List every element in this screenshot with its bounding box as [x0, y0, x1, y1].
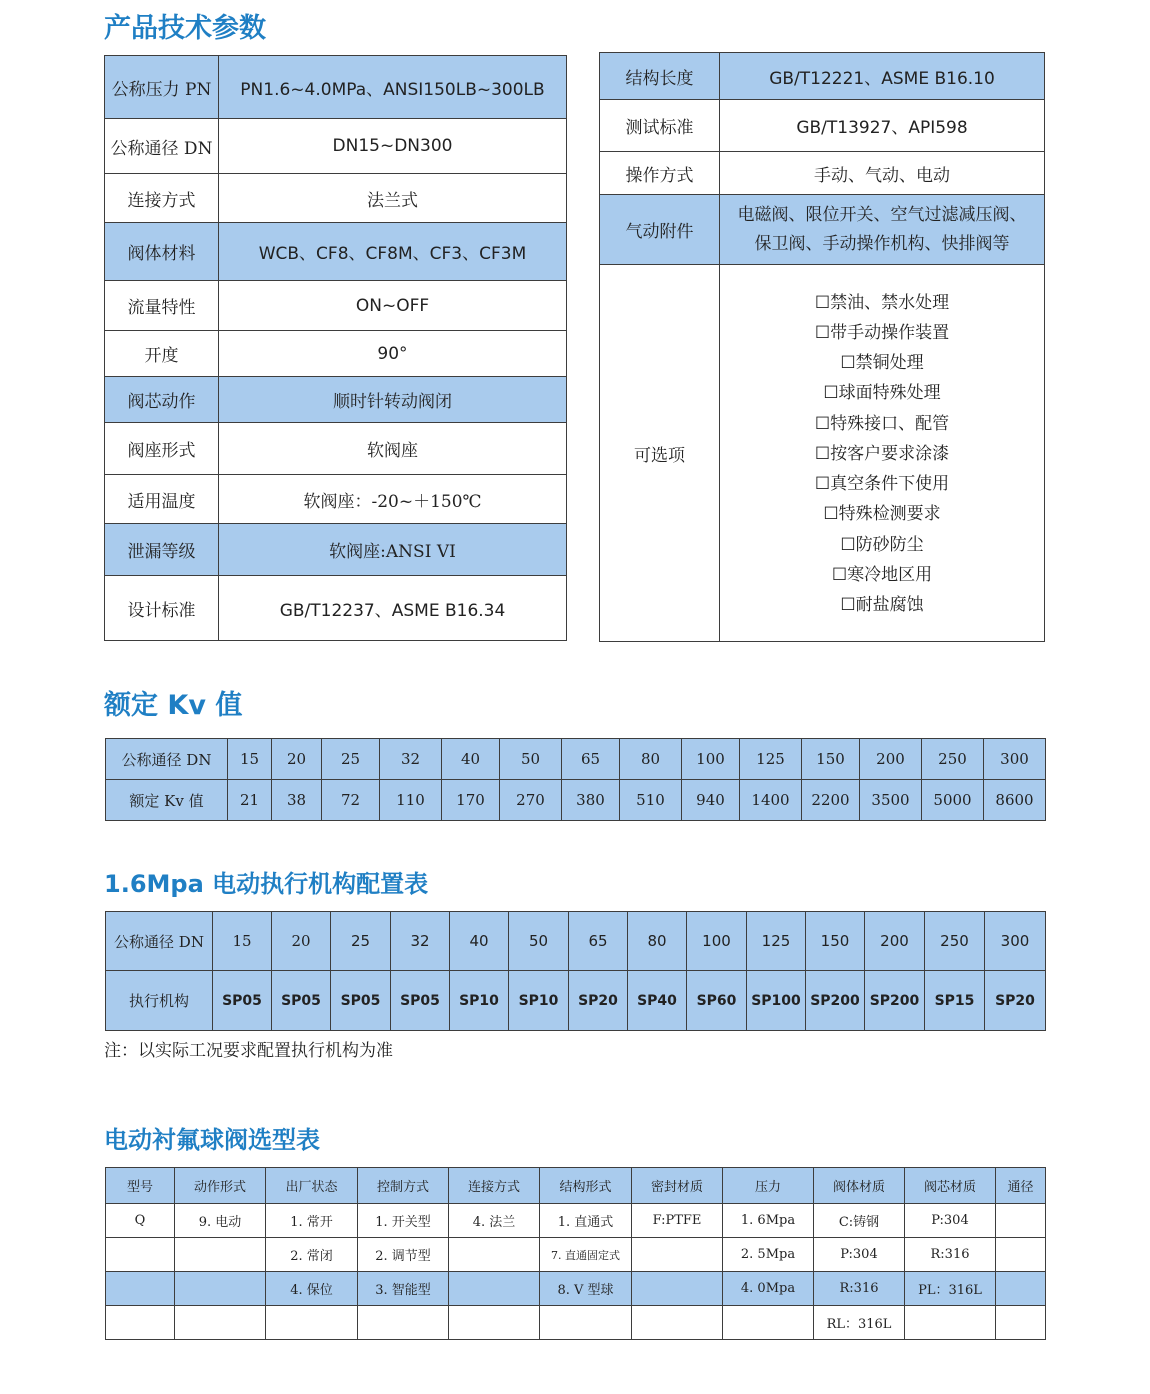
selection-header-row [106, 1168, 1046, 1204]
selection-cell: 4. 法兰 [449, 1204, 540, 1238]
option-item: ☐真空条件下使用 [814, 474, 950, 495]
actuator-model-cell: SP05 [213, 971, 272, 1031]
option-item: ☐按客户要求涂漆 [814, 443, 950, 464]
selection-cell: 2. 5Mpa [723, 1238, 814, 1272]
spec-value: 顺时针转动阀闭 [219, 377, 567, 423]
selection-cell: Q [106, 1204, 175, 1238]
kv-value-cell: 940 [682, 780, 740, 821]
selection-cell [175, 1272, 266, 1306]
selection-cell: PL：316L [905, 1272, 996, 1306]
selection-cell [358, 1306, 449, 1340]
spec-label: 流量特性 [105, 281, 219, 331]
selection-row [106, 1204, 1046, 1238]
kv-dn-cell: 15 [228, 739, 272, 780]
spec-row [600, 53, 1045, 100]
actuator-dn-row [106, 912, 1046, 971]
selection-cell [106, 1306, 175, 1340]
actuator-dn-cell: 250 [925, 912, 985, 971]
actuator-dn-cell: 200 [865, 912, 925, 971]
option-item: ☐防砂防尘 [840, 534, 924, 555]
selection-heading: 电动衬氟球阀选型表 [104, 1126, 320, 1154]
pneumatic-accessories-line: 电磁阀、限位开关、空气过滤减压阀、 [737, 204, 1027, 225]
spec-label: 公称通径 DN [105, 119, 219, 174]
selection-cell: P:304 [814, 1238, 905, 1272]
spec-row [105, 174, 567, 223]
selection-row [106, 1306, 1046, 1340]
kv-dn-cell: 300 [984, 739, 1046, 780]
actuator-dn-cell: 15 [213, 912, 272, 971]
selection-header: 出厂状态 [266, 1168, 358, 1204]
option-item: ☐球面特殊处理 [823, 383, 941, 404]
actuator-model-label: 执行机构 [106, 971, 213, 1031]
spec-row [600, 265, 1045, 642]
actuator-model-row [106, 971, 1046, 1031]
options-list [720, 265, 1045, 642]
kv-dn-cell: 25 [322, 739, 380, 780]
selection-cell: R:316 [814, 1272, 905, 1306]
kv-dn-cell: 40 [442, 739, 500, 780]
spec-table-right [599, 52, 1045, 642]
actuator-model-cell: SP10 [509, 971, 569, 1031]
selection-cell: 3. 智能型 [358, 1272, 449, 1306]
selection-header: 连接方式 [449, 1168, 540, 1204]
selection-cell [106, 1238, 175, 1272]
spec-row [105, 576, 567, 641]
selection-cell [723, 1306, 814, 1340]
selection-cell [996, 1238, 1046, 1272]
spec-row [105, 119, 567, 174]
selection-cell [266, 1306, 358, 1340]
selection-cell: 1. 直通式 [540, 1204, 632, 1238]
spec-value: WCB、CF8、CF8M、CF3、CF3M [219, 223, 567, 281]
selection-cell: 2. 常闭 [266, 1238, 358, 1272]
spec-label: 结构长度 [600, 53, 720, 100]
kv-value-cell: 2200 [802, 780, 860, 821]
kv-value-cell: 270 [500, 780, 562, 821]
spec-value: 90° [219, 331, 567, 377]
spec-label: 开度 [105, 331, 219, 377]
selection-cell: 2. 调节型 [358, 1238, 449, 1272]
kv-value-cell: 3500 [860, 780, 922, 821]
selection-header: 动作形式 [175, 1168, 266, 1204]
selection-cell: C:铸钢 [814, 1204, 905, 1238]
kv-heading: 额定 Kv 值 [104, 690, 243, 721]
selection-cell: 1. 6Mpa [723, 1204, 814, 1238]
kv-value-cell: 72 [322, 780, 380, 821]
actuator-dn-cell: 25 [331, 912, 391, 971]
kv-dn-cell: 50 [500, 739, 562, 780]
selection-cell: 8. V 型球 [540, 1272, 632, 1306]
spec-value: 软阀座 [219, 423, 567, 475]
spec-value: 手动、气动、电动 [720, 152, 1045, 195]
selection-cell [175, 1238, 266, 1272]
option-item: ☐禁铜处理 [840, 353, 924, 374]
selection-cell [996, 1306, 1046, 1340]
selection-cell [996, 1204, 1046, 1238]
selection-header: 压力 [723, 1168, 814, 1204]
selection-cell: RL：316L [814, 1306, 905, 1340]
selection-cell: 1. 常开 [266, 1204, 358, 1238]
spec-value: 软阀座：-20~＋150℃ [219, 475, 567, 524]
pneumatic-accessories-line: 保卫阀、手动操作机构、快排阀等 [754, 233, 1010, 254]
selection-header: 通径 [996, 1168, 1046, 1204]
spec-row [105, 223, 567, 281]
spec-value: GB/T12237、ASME B16.34 [219, 576, 567, 641]
actuator-dn-cell: 32 [391, 912, 450, 971]
actuator-heading: 1.6Mpa 电动执行机构配置表 [104, 870, 429, 898]
selection-row [106, 1238, 1046, 1272]
selection-header: 型号 [106, 1168, 175, 1204]
kv-dn-cell: 80 [620, 739, 682, 780]
actuator-model-cell: SP60 [687, 971, 747, 1031]
selection-cell [632, 1272, 723, 1306]
spec-label: 适用温度 [105, 475, 219, 524]
spec-row [105, 56, 567, 119]
actuator-note: 注：以实际工况要求配置执行机构为准 [104, 1041, 393, 1061]
kv-value-cell: 5000 [922, 780, 984, 821]
actuator-dn-cell: 40 [450, 912, 509, 971]
kv-dn-cell: 65 [562, 739, 620, 780]
spec-row [600, 100, 1045, 152]
kv-value-cell: 170 [442, 780, 500, 821]
spec-table-left [104, 55, 567, 641]
selection-cell [632, 1238, 723, 1272]
actuator-dn-cell: 80 [628, 912, 687, 971]
actuator-model-cell: SP20 [569, 971, 628, 1031]
kv-dn-row [106, 739, 1046, 780]
selection-cell: F:PTFE [632, 1204, 723, 1238]
selection-cell: R:316 [905, 1238, 996, 1272]
spec-row [105, 281, 567, 331]
kv-dn-cell: 150 [802, 739, 860, 780]
actuator-model-cell: SP05 [331, 971, 391, 1031]
actuator-model-cell: SP40 [628, 971, 687, 1031]
spec-label: 设计标准 [105, 576, 219, 641]
kv-value-row [106, 780, 1046, 821]
actuator-table [105, 911, 1046, 1031]
selection-header: 结构形式 [540, 1168, 632, 1204]
actuator-model-cell: SP05 [391, 971, 450, 1031]
selection-header: 密封材质 [632, 1168, 723, 1204]
kv-value-cell: 1400 [740, 780, 802, 821]
selection-cell [449, 1238, 540, 1272]
spec-label: 测试标准 [600, 100, 720, 152]
actuator-model-cell: SP200 [806, 971, 865, 1031]
kv-dn-cell: 250 [922, 739, 984, 780]
spec-label: 可选项 [600, 265, 720, 642]
spec-label: 公称压力 PN [105, 56, 219, 119]
selection-header: 控制方式 [358, 1168, 449, 1204]
kv-dn-label: 公称通径 DN [106, 739, 228, 780]
selection-cell: 4. 0Mpa [723, 1272, 814, 1306]
spec-value: ON~OFF [219, 281, 567, 331]
actuator-dn-cell: 65 [569, 912, 628, 971]
actuator-model-cell: SP100 [747, 971, 806, 1031]
kv-dn-cell: 20 [272, 739, 322, 780]
actuator-dn-cell: 125 [747, 912, 806, 971]
spec-value: DN15~DN300 [219, 119, 567, 174]
actuator-model-cell: SP200 [865, 971, 925, 1031]
spec-row [600, 152, 1045, 195]
selection-cell [996, 1272, 1046, 1306]
kv-dn-cell: 200 [860, 739, 922, 780]
spec-value: GB/T13927、API598 [720, 100, 1045, 152]
kv-value-cell: 38 [272, 780, 322, 821]
actuator-model-cell: SP20 [985, 971, 1046, 1031]
kv-value-cell: 21 [228, 780, 272, 821]
kv-dn-cell: 100 [682, 739, 740, 780]
spec-row [105, 524, 567, 576]
option-item: ☐带手动操作装置 [814, 323, 950, 344]
spec-value: 法兰式 [219, 174, 567, 223]
spec-row [600, 195, 1045, 265]
actuator-dn-cell: 20 [272, 912, 331, 971]
actuator-model-cell: SP15 [925, 971, 985, 1031]
actuator-dn-cell: 50 [509, 912, 569, 971]
option-item: ☐寒冷地区用 [831, 564, 933, 585]
spec-row [105, 423, 567, 475]
spec-value: 软阀座:ANSI VI [219, 524, 567, 576]
selection-cell [540, 1306, 632, 1340]
kv-dn-cell: 125 [740, 739, 802, 780]
spec-label: 气动附件 [600, 195, 720, 265]
actuator-dn-label: 公称通径 DN [106, 912, 213, 971]
selection-cell [106, 1272, 175, 1306]
selection-cell [449, 1272, 540, 1306]
option-item: ☐特殊检测要求 [823, 504, 941, 525]
kv-value-cell: 510 [620, 780, 682, 821]
selection-cell [449, 1306, 540, 1340]
option-item: ☐禁油、禁水处理 [814, 292, 950, 313]
selection-cell: 4. 保位 [266, 1272, 358, 1306]
selection-header: 阀芯材质 [905, 1168, 996, 1204]
spec-row [105, 331, 567, 377]
spec-value: PN1.6~4.0MPa、ANSI150LB~300LB [219, 56, 567, 119]
kv-value-cell: 110 [380, 780, 442, 821]
spec-label: 连接方式 [105, 174, 219, 223]
selection-cell [632, 1306, 723, 1340]
selection-row [106, 1272, 1046, 1306]
spec-row [105, 475, 567, 524]
selection-cell: 9. 电动 [175, 1204, 266, 1238]
spec-value [720, 195, 1045, 265]
spec-value: GB/T12221、ASME B16.10 [720, 53, 1045, 100]
kv-value-label: 额定 Kv 值 [106, 780, 228, 821]
kv-table [105, 738, 1046, 821]
selection-cell: 7. 直通固定式 [540, 1238, 632, 1272]
actuator-dn-cell: 300 [985, 912, 1046, 971]
selection-cell: P:304 [905, 1204, 996, 1238]
spec-row [105, 377, 567, 423]
spec-label: 阀体材料 [105, 223, 219, 281]
actuator-model-cell: SP10 [450, 971, 509, 1031]
option-item: ☐特殊接口、配管 [814, 413, 950, 434]
spec-label: 阀座形式 [105, 423, 219, 475]
selection-cell: 1. 开关型 [358, 1204, 449, 1238]
selection-header: 阀体材质 [814, 1168, 905, 1204]
selection-cell [905, 1306, 996, 1340]
selection-cell [175, 1306, 266, 1340]
actuator-dn-cell: 100 [687, 912, 747, 971]
actuator-model-cell: SP05 [272, 971, 331, 1031]
kv-dn-cell: 32 [380, 739, 442, 780]
selection-table [105, 1167, 1046, 1340]
spec-label: 泄漏等级 [105, 524, 219, 576]
spec-label: 阀芯动作 [105, 377, 219, 423]
actuator-dn-cell: 150 [806, 912, 865, 971]
spec-heading: 产品技术参数 [104, 13, 266, 44]
kv-value-cell: 380 [562, 780, 620, 821]
option-item: ☐耐盐腐蚀 [840, 594, 924, 615]
spec-label: 操作方式 [600, 152, 720, 195]
kv-value-cell: 8600 [984, 780, 1046, 821]
